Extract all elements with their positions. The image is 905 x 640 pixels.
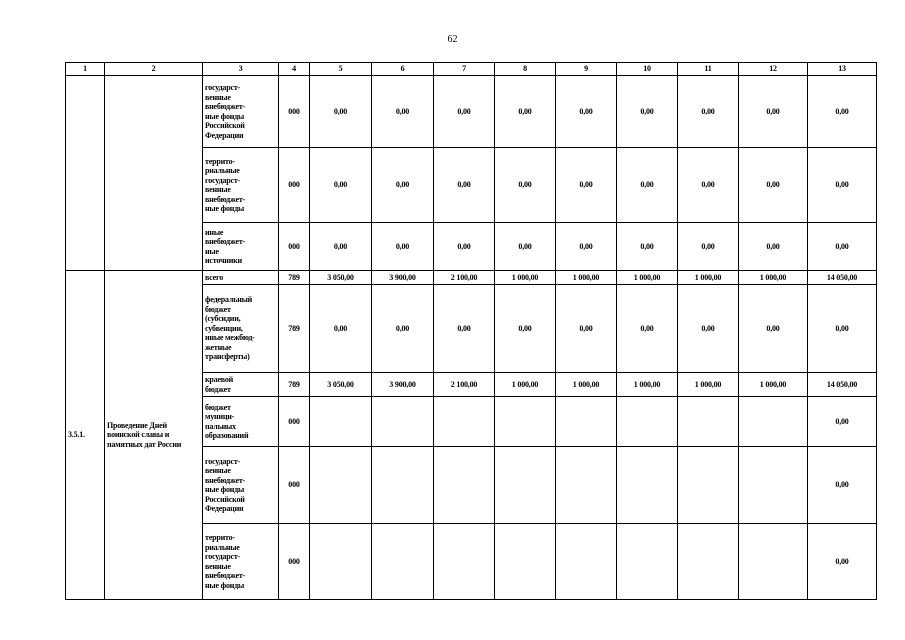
header-cell: 10 bbox=[617, 63, 678, 76]
value-cell: 1 000,00 bbox=[678, 271, 739, 285]
code-cell: 000 bbox=[279, 76, 310, 148]
value-cell: 0,00 bbox=[617, 76, 678, 148]
value-cell: 0,00 bbox=[556, 223, 617, 271]
code-cell: 789 bbox=[279, 285, 310, 373]
item-name-cell: Проведение Дней воинской славы и памятных дат России bbox=[105, 271, 203, 600]
value-cell: 0,00 bbox=[495, 223, 556, 271]
value-cell: 0,00 bbox=[808, 285, 877, 373]
funding-source-cell: бюджет муници- пальных образований bbox=[203, 397, 279, 447]
value-cell bbox=[617, 397, 678, 447]
code-cell: 789 bbox=[279, 373, 310, 397]
value-cell bbox=[372, 397, 434, 447]
value-cell: 0,00 bbox=[808, 148, 877, 223]
value-cell bbox=[678, 397, 739, 447]
value-cell: 0,00 bbox=[556, 285, 617, 373]
value-cell bbox=[434, 447, 495, 524]
value-cell: 0,00 bbox=[495, 148, 556, 223]
value-cell: 0,00 bbox=[310, 223, 372, 271]
header-cell: 6 bbox=[372, 63, 434, 76]
value-cell: 0,00 bbox=[808, 223, 877, 271]
value-cell bbox=[739, 524, 808, 600]
value-cell bbox=[495, 397, 556, 447]
value-cell: 2 100,00 bbox=[434, 271, 495, 285]
value-cell: 0,00 bbox=[372, 223, 434, 271]
value-cell: 0,00 bbox=[678, 76, 739, 148]
value-cell bbox=[434, 524, 495, 600]
value-cell: 0,00 bbox=[739, 76, 808, 148]
value-cell: 0,00 bbox=[617, 285, 678, 373]
header-cell: 2 bbox=[105, 63, 203, 76]
value-cell: 1 000,00 bbox=[617, 373, 678, 397]
code-cell: 000 bbox=[279, 397, 310, 447]
value-cell: 0,00 bbox=[739, 285, 808, 373]
value-cell bbox=[310, 447, 372, 524]
funding-source-cell: террито- риальные государст- венные внебюджет- ные фонды bbox=[203, 524, 279, 600]
value-cell bbox=[372, 447, 434, 524]
header-cell: 7 bbox=[434, 63, 495, 76]
code-cell: 789 bbox=[279, 271, 310, 285]
value-cell: 1 000,00 bbox=[678, 373, 739, 397]
page-number: 62 bbox=[447, 34, 458, 45]
value-cell: 0,00 bbox=[434, 76, 495, 148]
value-cell: 0,00 bbox=[617, 223, 678, 271]
value-cell bbox=[617, 447, 678, 524]
value-cell: 3 900,00 bbox=[372, 271, 434, 285]
value-cell: 0,00 bbox=[434, 148, 495, 223]
value-cell: 1 000,00 bbox=[739, 373, 808, 397]
value-cell: 0,00 bbox=[434, 223, 495, 271]
value-cell: 0,00 bbox=[678, 285, 739, 373]
code-cell: 000 bbox=[279, 223, 310, 271]
value-cell: 14 050,00 bbox=[808, 373, 877, 397]
header-cell: 1 bbox=[66, 63, 105, 76]
value-cell: 0,00 bbox=[808, 447, 877, 524]
value-cell: 1 000,00 bbox=[739, 271, 808, 285]
funding-source-cell: иные внебюджет- ные источники bbox=[203, 223, 279, 271]
value-cell: 0,00 bbox=[372, 76, 434, 148]
item-number-cell bbox=[66, 76, 105, 271]
funding-source-cell: краевой бюджет bbox=[203, 373, 279, 397]
value-cell: 2 100,00 bbox=[434, 373, 495, 397]
value-cell: 3 050,00 bbox=[310, 271, 372, 285]
value-cell bbox=[556, 524, 617, 600]
header-cell: 9 bbox=[556, 63, 617, 76]
value-cell bbox=[434, 397, 495, 447]
value-cell: 3 900,00 bbox=[372, 373, 434, 397]
value-cell bbox=[310, 524, 372, 600]
value-cell bbox=[678, 447, 739, 524]
value-cell: 0,00 bbox=[556, 148, 617, 223]
value-cell: 0,00 bbox=[678, 223, 739, 271]
table-row bbox=[66, 271, 877, 285]
table-row bbox=[66, 76, 877, 148]
value-cell: 0,00 bbox=[556, 76, 617, 148]
value-cell: 0,00 bbox=[372, 285, 434, 373]
value-cell bbox=[556, 447, 617, 524]
code-cell: 000 bbox=[279, 447, 310, 524]
value-cell: 1 000,00 bbox=[617, 271, 678, 285]
funding-source-cell: государст- венные внебюджет- ные фонды Российской Федерации bbox=[203, 76, 279, 148]
value-cell: 0,00 bbox=[372, 148, 434, 223]
value-cell bbox=[739, 397, 808, 447]
value-cell bbox=[372, 524, 434, 600]
value-cell: 3 050,00 bbox=[310, 373, 372, 397]
value-cell: 1 000,00 bbox=[495, 373, 556, 397]
value-cell bbox=[678, 524, 739, 600]
funding-source-cell: террито- риальные государст- венные внебюджет- ные фонды bbox=[203, 148, 279, 223]
value-cell bbox=[310, 397, 372, 447]
value-cell bbox=[495, 524, 556, 600]
value-cell: 14 050,00 bbox=[808, 271, 877, 285]
value-cell: 1 000,00 bbox=[495, 271, 556, 285]
funding-source-cell: всего bbox=[203, 271, 279, 285]
header-cell: 8 bbox=[495, 63, 556, 76]
value-cell: 0,00 bbox=[739, 148, 808, 223]
item-number-cell: 3.5.1. bbox=[66, 271, 105, 600]
header-cell: 3 bbox=[203, 63, 279, 76]
code-cell: 000 bbox=[279, 148, 310, 223]
value-cell: 0,00 bbox=[495, 285, 556, 373]
value-cell bbox=[556, 397, 617, 447]
value-cell: 0,00 bbox=[808, 524, 877, 600]
value-cell bbox=[495, 447, 556, 524]
funding-source-cell: государст- венные внебюджет- ные фонды Российской Федерации bbox=[203, 447, 279, 524]
value-cell: 1 000,00 bbox=[556, 373, 617, 397]
funding-source-cell: федеральный бюджет (субсидии, субвенции, иные межбюд- жетные трансферты) bbox=[203, 285, 279, 373]
header-cell: 11 bbox=[678, 63, 739, 76]
value-cell: 0,00 bbox=[739, 223, 808, 271]
item-name-cell bbox=[105, 76, 203, 271]
value-cell: 0,00 bbox=[434, 285, 495, 373]
value-cell: 0,00 bbox=[678, 148, 739, 223]
header-row bbox=[66, 63, 877, 76]
header-cell: 4 bbox=[279, 63, 310, 76]
budget-table bbox=[65, 62, 877, 600]
header-cell: 12 bbox=[739, 63, 808, 76]
value-cell: 0,00 bbox=[808, 76, 877, 148]
value-cell: 0,00 bbox=[495, 76, 556, 148]
value-cell: 0,00 bbox=[808, 397, 877, 447]
code-cell: 000 bbox=[279, 524, 310, 600]
header-cell: 13 bbox=[808, 63, 877, 76]
value-cell: 0,00 bbox=[617, 148, 678, 223]
value-cell bbox=[617, 524, 678, 600]
value-cell: 0,00 bbox=[310, 285, 372, 373]
header-cell: 5 bbox=[310, 63, 372, 76]
value-cell: 0,00 bbox=[310, 76, 372, 148]
value-cell bbox=[739, 447, 808, 524]
value-cell: 0,00 bbox=[310, 148, 372, 223]
value-cell: 1 000,00 bbox=[556, 271, 617, 285]
